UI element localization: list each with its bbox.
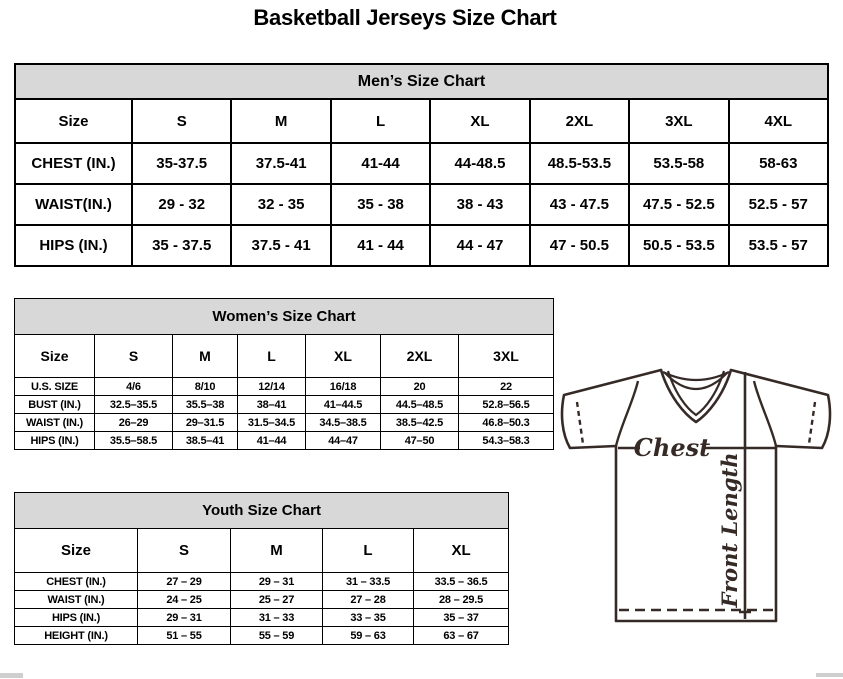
column-header: S: [132, 99, 231, 143]
table-row: [15, 378, 554, 396]
size-value-cell: 34.5–38.5: [306, 414, 381, 432]
table-row: [15, 573, 509, 591]
row-label: HEIGHT (IN.): [15, 627, 138, 645]
womens-table-title: Women’s Size Chart: [15, 299, 554, 335]
size-value-cell: 32.5–35.5: [95, 396, 173, 414]
row-label: WAIST (IN.): [15, 414, 95, 432]
column-header: L: [238, 335, 306, 378]
size-value-cell: 35 - 38: [331, 184, 430, 225]
size-header: Size: [15, 99, 132, 143]
scrollbar-fragment-right: [816, 673, 843, 677]
column-header: S: [95, 335, 173, 378]
table-row: [15, 493, 509, 529]
size-value-cell: 16/18: [306, 378, 381, 396]
table-row: [15, 335, 554, 378]
column-header: XL: [306, 335, 381, 378]
column-header: XL: [430, 99, 529, 143]
size-value-cell: 53.5 - 57: [729, 225, 828, 266]
size-value-cell: 38 - 43: [430, 184, 529, 225]
size-value-cell: 47 - 50.5: [530, 225, 629, 266]
jersey-outline: [562, 370, 830, 621]
mens-table-title: Men’s Size Chart: [15, 64, 828, 99]
row-label: HIPS (IN.): [15, 432, 95, 450]
column-header: M: [231, 99, 330, 143]
table-row: [15, 99, 828, 143]
row-label: HIPS (IN.): [15, 225, 132, 266]
size-value-cell: 33.5 – 36.5: [414, 573, 509, 591]
size-value-cell: 29 – 31: [138, 609, 231, 627]
womens-size-table: [14, 298, 554, 450]
size-value-cell: 28 – 29.5: [414, 591, 509, 609]
size-value-cell: 35 – 37: [414, 609, 509, 627]
scrollbar-fragment-left: [0, 673, 23, 678]
size-value-cell: 47–50: [381, 432, 459, 450]
size-value-cell: 41–44: [238, 432, 306, 450]
table-row: [15, 396, 554, 414]
youth-size-table: [14, 492, 509, 645]
size-value-cell: 55 – 59: [231, 627, 323, 645]
size-value-cell: 22: [459, 378, 554, 396]
size-value-cell: 26–29: [95, 414, 173, 432]
size-value-cell: 31 – 33: [231, 609, 323, 627]
youth-table-title: Youth Size Chart: [15, 493, 509, 529]
size-value-cell: 20: [381, 378, 459, 396]
size-value-cell: 58-63: [729, 143, 828, 184]
size-value-cell: 35.5–38: [173, 396, 238, 414]
size-header: Size: [15, 335, 95, 378]
size-value-cell: 52.8–56.5: [459, 396, 554, 414]
table-row: [15, 64, 828, 99]
size-value-cell: 35-37.5: [132, 143, 231, 184]
table-row: [15, 184, 828, 225]
size-value-cell: 41–44.5: [306, 396, 381, 414]
column-header: 3XL: [629, 99, 728, 143]
table-row: [15, 225, 828, 266]
column-header: 3XL: [459, 335, 554, 378]
size-value-cell: 25 – 27: [231, 591, 323, 609]
size-value-cell: 35 - 37.5: [132, 225, 231, 266]
size-value-cell: 33 – 35: [323, 609, 414, 627]
row-label: CHEST (IN.): [15, 143, 132, 184]
size-value-cell: 44–47: [306, 432, 381, 450]
table-row: [15, 414, 554, 432]
column-header: S: [138, 529, 231, 573]
size-value-cell: 43 - 47.5: [530, 184, 629, 225]
table-row: [15, 609, 509, 627]
column-header: M: [173, 335, 238, 378]
size-value-cell: 29 – 31: [231, 573, 323, 591]
row-label: U.S. SIZE: [15, 378, 95, 396]
size-value-cell: 38.5–42.5: [381, 414, 459, 432]
size-value-cell: 51 – 55: [138, 627, 231, 645]
row-label: WAIST(IN.): [15, 184, 132, 225]
column-header: M: [231, 529, 323, 573]
row-label: WAIST (IN.): [15, 591, 138, 609]
table-row: [15, 299, 554, 335]
size-value-cell: 31.5–34.5: [238, 414, 306, 432]
row-label: HIPS (IN.): [15, 609, 138, 627]
chest-label: Chest: [633, 433, 711, 462]
size-value-cell: 35.5–58.5: [95, 432, 173, 450]
size-value-cell: 4/6: [95, 378, 173, 396]
size-value-cell: 44.5–48.5: [381, 396, 459, 414]
size-value-cell: 37.5-41: [231, 143, 330, 184]
size-value-cell: 47.5 - 52.5: [629, 184, 728, 225]
size-value-cell: 44 - 47: [430, 225, 529, 266]
size-header: Size: [15, 529, 138, 573]
column-header: XL: [414, 529, 509, 573]
size-value-cell: 46.8–50.3: [459, 414, 554, 432]
size-value-cell: 8/10: [173, 378, 238, 396]
table-row: [15, 591, 509, 609]
size-value-cell: 41 - 44: [331, 225, 430, 266]
table-row: [15, 529, 509, 573]
size-value-cell: 32 - 35: [231, 184, 330, 225]
size-value-cell: 53.5-58: [629, 143, 728, 184]
column-header: 4XL: [729, 99, 828, 143]
cuff-stitch-right: [809, 402, 815, 444]
front-length-label: Front Length: [717, 452, 742, 608]
size-value-cell: 27 – 29: [138, 573, 231, 591]
size-value-cell: 54.3–58.3: [459, 432, 554, 450]
size-value-cell: 29–31.5: [173, 414, 238, 432]
table-row: [15, 143, 828, 184]
size-value-cell: 24 – 25: [138, 591, 231, 609]
size-value-cell: 37.5 - 41: [231, 225, 330, 266]
column-header: L: [331, 99, 430, 143]
size-value-cell: 59 – 63: [323, 627, 414, 645]
sleeve-seam-right: [754, 381, 776, 446]
size-value-cell: 50.5 - 53.5: [629, 225, 728, 266]
size-value-cell: 41-44: [331, 143, 430, 184]
size-value-cell: 31 – 33.5: [323, 573, 414, 591]
row-label: BUST (IN.): [15, 396, 95, 414]
table-row: [15, 432, 554, 450]
size-value-cell: 29 - 32: [132, 184, 231, 225]
jersey-diagram: [556, 362, 836, 624]
size-value-cell: 38–41: [238, 396, 306, 414]
size-value-cell: 44-48.5: [430, 143, 529, 184]
column-header: L: [323, 529, 414, 573]
size-value-cell: 48.5-53.5: [530, 143, 629, 184]
cuff-stitch-left: [577, 402, 583, 444]
size-value-cell: 38.5–41: [173, 432, 238, 450]
mens-size-table: [14, 63, 829, 267]
row-label: CHEST (IN.): [15, 573, 138, 591]
table-row: [15, 627, 509, 645]
size-value-cell: 12/14: [238, 378, 306, 396]
size-value-cell: 63 – 67: [414, 627, 509, 645]
column-header: 2XL: [381, 335, 459, 378]
column-header: 2XL: [530, 99, 629, 143]
size-value-cell: 52.5 - 57: [729, 184, 828, 225]
size-value-cell: 27 – 28: [323, 591, 414, 609]
page-title: Basketball Jerseys Size Chart: [253, 5, 557, 30]
